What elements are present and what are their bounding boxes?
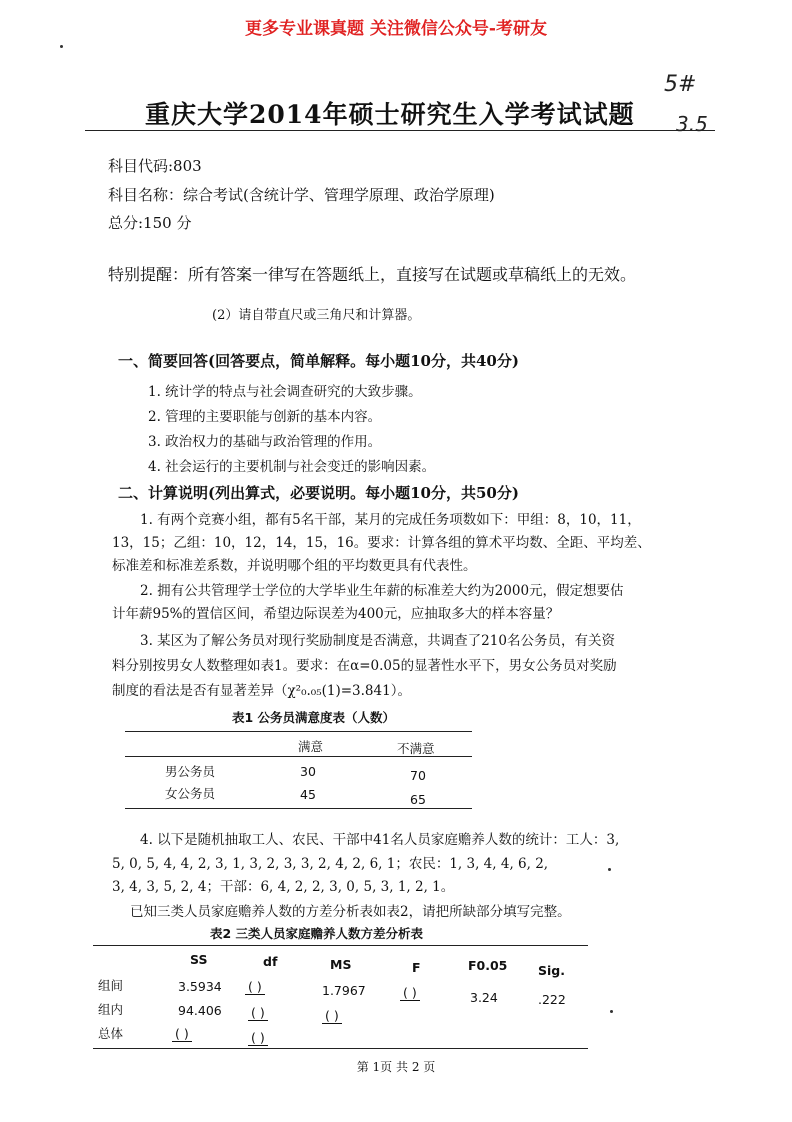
table1-cell: 65 — [410, 792, 426, 807]
q4-line: 4. 以下是随机抽取工人、农民、干部中41名人员家庭赡养人数的统计：工人：3, — [140, 832, 620, 848]
table2-caption: 表2 三类人员家庭赡养人数方差分析表 — [210, 926, 424, 941]
table2-cell: 3.24 — [470, 990, 498, 1005]
scan-speck — [60, 45, 63, 48]
table1-row-label: 男公务员 — [165, 764, 216, 779]
table2-header: F — [412, 960, 421, 975]
table1-header: 不满意 — [397, 741, 435, 756]
q1-line: 标准差和标准差系数，并说明哪个组的平均数更具有代表性。 — [112, 558, 477, 574]
q3-line: 3. 某区为了解公务员对现行奖励制度是否满意，共调查了210名公务员，有关资 — [140, 633, 615, 649]
s1-question: 2. 管理的主要职能与创新的基本内容。 — [148, 409, 382, 425]
table1-row-label: 女公务员 — [165, 786, 216, 801]
table2-bottom-rule — [93, 1048, 588, 1049]
handwritten-mark-top: 5# — [664, 72, 697, 97]
table2-header: Sig. — [538, 963, 565, 978]
q2-line: 2. 拥有公共管理学士学位的大学毕业生年薪的标准差大约为2000元，假定想要估 — [140, 583, 624, 599]
table2-header: SS — [190, 952, 208, 967]
table2-row-label: 组间 — [98, 978, 124, 993]
notice-tools: (2）请自带直尺或三角尺和计算器。 — [212, 308, 421, 323]
q1-line: 13，15；乙组：10，12，14，15，16。要求：计算各组的算术平均数、全距、平均差、 — [112, 535, 651, 551]
table2-blank: ( ) — [248, 1005, 268, 1021]
table2-row-label: 总体 — [98, 1026, 124, 1041]
s1-question: 3. 政治权力的基础与政治管理的作用。 — [148, 434, 382, 450]
table2-cell: 94.406 — [178, 1003, 222, 1018]
table2-blank: ( ) — [400, 985, 420, 1001]
special-notice: 特别提醒：所有答案一律写在答题纸上，直接写在试题或草稿纸上的无效。 — [108, 265, 637, 284]
section2-heading: 二、计算说明(列出算式，必要说明。每小题10分，共50分) — [118, 484, 519, 502]
table2-blank: ( ) — [172, 1026, 192, 1042]
table1-header-rule — [125, 756, 472, 757]
table2-top-rule — [93, 945, 588, 946]
title-underline — [85, 130, 715, 131]
total-score: 总分:150 分 — [108, 214, 192, 232]
table2-cell: 1.7967 — [322, 983, 366, 998]
page-footer: 第 1页 共 2 页 — [356, 1060, 436, 1074]
table2-row-label: 组内 — [98, 1002, 124, 1017]
table1-cell: 70 — [410, 768, 426, 783]
scan-speck — [610, 1010, 613, 1013]
handwritten-mark-side: 3.5 — [676, 112, 708, 136]
table2-cell: .222 — [538, 992, 566, 1007]
table2-header: df — [263, 954, 278, 969]
section1-heading: 一、简要回答(回答要点，简单解释。每小题10分，共40分) — [118, 352, 519, 370]
table2-blank: ( ) — [248, 1030, 268, 1046]
table1-cell: 30 — [300, 764, 316, 779]
q1-line: 1. 有两个竞赛小组，都有5名干部，某月的完成任务项数如下：甲组：8，10，11， — [140, 512, 641, 528]
subject-code: 科目代码:803 — [108, 157, 202, 175]
q4-line: 5, 0, 5, 4, 4, 2, 3, 1, 3, 2, 3, 3, 2, 4, 2, 6, 1；农民：1, 3, 4, 4, 6, 2, — [112, 856, 549, 872]
q3-line: 料分别按男女人数整理如表1。要求：在α=0.05的显著性水平下，男女公务员对奖励 — [112, 658, 617, 674]
q3-line: 制度的看法是否有显著差异（χ²₀.₀₅(1)=3.841）。 — [112, 683, 411, 699]
promo-banner: 更多专业课真题 关注微信公众号-考研友 — [245, 19, 547, 39]
table2-blank: ( ) — [322, 1008, 342, 1024]
exam-title: 重庆大学2014年硕士研究生入学考试试题 — [145, 100, 635, 129]
table1-caption: 表1 公务员满意度表（人数） — [232, 710, 396, 725]
table1-header: 满意 — [298, 739, 324, 754]
table2-blank: ( ) — [245, 979, 265, 995]
s1-question: 1. 统计学的特点与社会调查研究的大致步骤。 — [148, 384, 422, 400]
table2-cell: 3.5934 — [178, 979, 222, 994]
q4-line: 已知三类人员家庭赡养人数的方差分析表如表2，请把所缺部分填写完整。 — [130, 904, 571, 920]
subject-name: 科目名称：综合考试(含统计学、管理学原理、政治学原理) — [108, 186, 495, 204]
s1-question: 4. 社会运行的主要机制与社会变迁的影响因素。 — [148, 459, 436, 475]
q2-line: 计年薪95%的置信区间，希望边际误差为400元，应抽取多大的样本容量？ — [112, 606, 560, 622]
table1-cell: 45 — [300, 787, 316, 802]
scan-speck — [608, 868, 611, 871]
table1-bottom-rule — [125, 808, 472, 809]
table2-header: MS — [330, 957, 352, 972]
table2-header: F0.05 — [468, 958, 508, 973]
q4-line: 3, 4, 3, 5, 2, 4；干部：6, 4, 2, 2, 3, 0, 5, 3, 1, 2, 1。 — [112, 879, 455, 895]
table1-top-rule — [125, 731, 472, 732]
